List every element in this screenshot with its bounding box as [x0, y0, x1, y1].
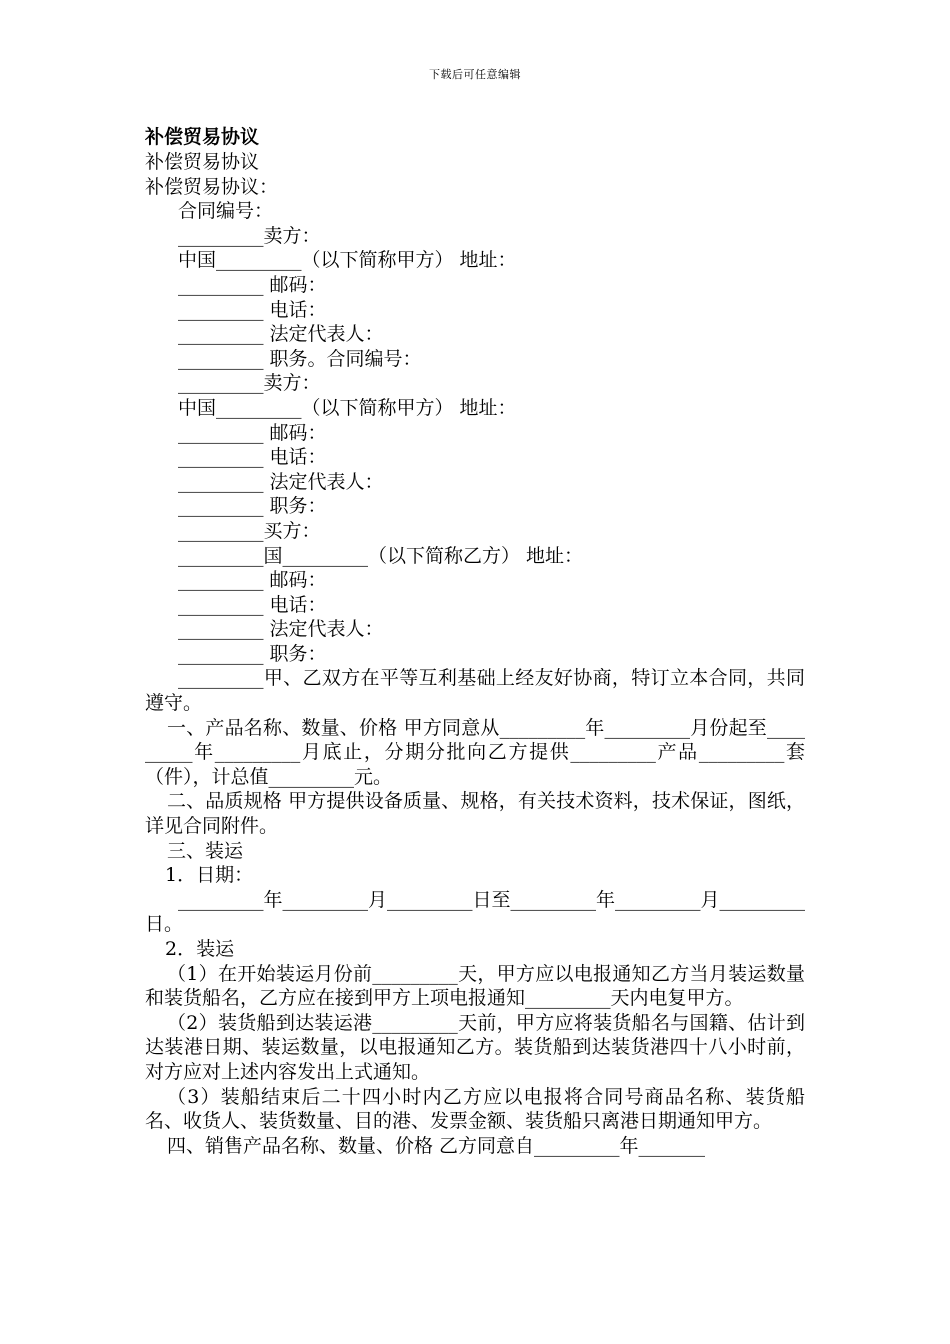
- section-2-paragraph: 二、品质规格 甲方提供设备质量、规格，有关技术资料，技术保证，图纸，详见合同附件。: [145, 790, 805, 838]
- seller-postcode: _________ 邮码：: [178, 273, 327, 296]
- buyer-legal-rep: _________ 法定代表人：: [178, 618, 384, 641]
- buyer-label: _________买方：: [178, 519, 321, 542]
- seller-name-address: 中国_________（以下简称甲方） 地址：: [178, 249, 517, 272]
- seller-block-1: [145, 199, 805, 371]
- section-3-2-heading: 2．装运: [165, 938, 235, 960]
- section-4-paragraph: 四、销售产品名称、数量、价格 乙方同意自_________年_______: [167, 1134, 706, 1157]
- preamble-paragraph: _________甲、乙双方在平等互利基础上经友好协商，特订立本合同，共同遵守。: [145, 667, 805, 715]
- seller-label: _________卖方：: [178, 224, 321, 247]
- seller-position-contract-no: _________ 职务。合同编号：: [178, 347, 422, 370]
- seller-legal-rep: _________ 法定代表人：: [178, 470, 384, 493]
- document-subtitle: 补偿贸易协议: [145, 151, 260, 173]
- section-3-2-2-paragraph: （2）装货船到达装运港_________天前，甲方应将装货船名与国籍、估计到达装港日期、装运数量，以电报通知乙方。装货船到达装货港四十八小时前，对方应对上述内容发出上式通知。: [145, 1011, 805, 1083]
- section-1-paragraph: 一、产品名称、数量、价格 甲方同意从_________年_________月份起至_________年_________月底止，分期分批向乙方提供_________产品_________套（件），计总值_________元。: [145, 716, 805, 788]
- buyer-position: _________ 职务：: [178, 642, 327, 665]
- section-3-1-dates: _________年_________月_________日至_________年_________月_________日。: [145, 888, 806, 936]
- seller-name-address: 中国_________（以下简称甲方） 地址：: [178, 396, 517, 419]
- contract-number-label: 合同编号：: [178, 200, 274, 223]
- seller-block-2: [145, 371, 805, 519]
- download-note: 下载后可任意编辑: [429, 68, 521, 81]
- seller-phone: _________ 电话：: [178, 298, 327, 321]
- seller-postcode: _________ 邮码：: [178, 421, 327, 444]
- section-3-2-1-paragraph: （1）在开始装运月份前_________天，甲方应以电报通知乙方当月装运数量和装货船名，乙方应在接到甲方上项电报通知_________天内电复甲方。: [145, 962, 805, 1010]
- seller-label: _________卖方：: [178, 372, 321, 395]
- buyer-block: [145, 519, 805, 667]
- buyer-postcode: _________ 邮码：: [178, 569, 327, 592]
- document-subtitle-colon: 补偿贸易协议：: [145, 175, 279, 198]
- document-title: 补偿贸易协议: [145, 126, 260, 148]
- buyer-name-address: _________国_________（以下简称乙方） 地址：: [178, 544, 584, 567]
- seller-legal-rep: _________ 法定代表人：: [178, 323, 384, 346]
- section-3-2-3-paragraph: （3）装船结束后二十四小时内乙方应以电报将合同号商品名称、装货船名、收货人、装货数量、目的港、发票金额、装货船只离港日期通知甲方。: [145, 1085, 805, 1133]
- contract-document: [145, 124, 805, 1158]
- seller-phone: _________ 电话：: [178, 446, 327, 469]
- seller-position: _________ 职务：: [178, 495, 327, 518]
- section-3-1-heading: 1．日期：: [165, 864, 254, 887]
- buyer-phone: _________ 电话：: [178, 593, 327, 616]
- section-3-heading: 三、装运: [167, 839, 244, 862]
